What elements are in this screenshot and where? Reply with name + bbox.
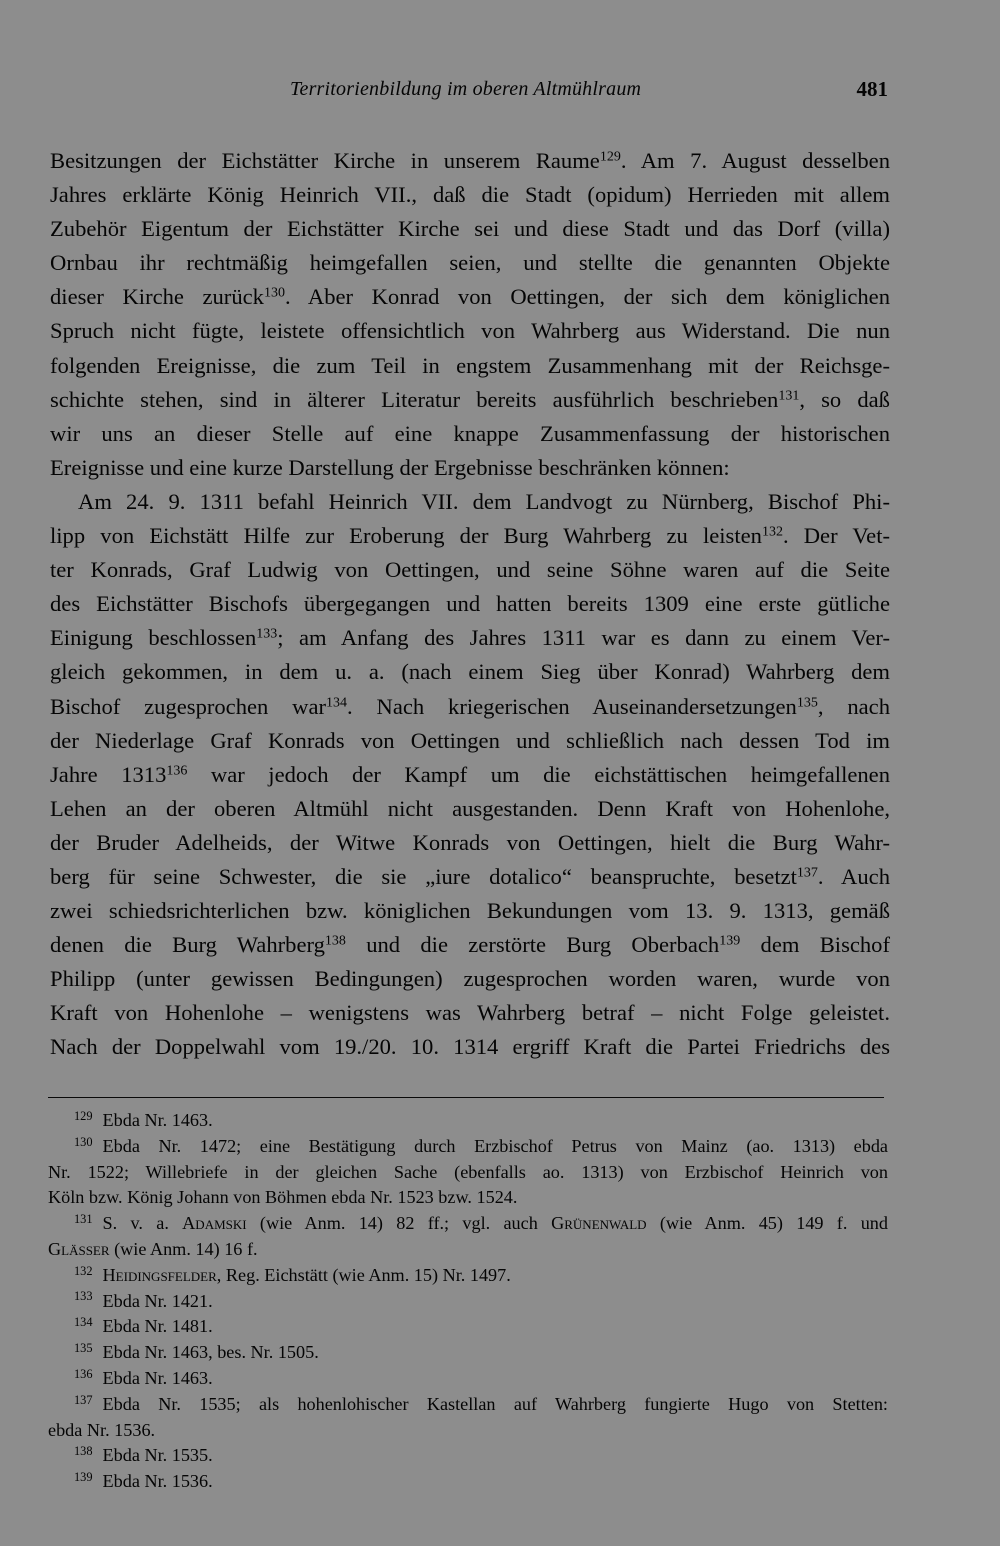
footnote-number: 137 — [74, 1392, 93, 1407]
footnote-line — [48, 1160, 888, 1186]
footnote-line — [48, 1108, 888, 1134]
text-line — [50, 246, 890, 280]
footnote-text: Nr. 1522; Willebriefe in der gleichen Sache (ebenfalls ao. 1313) von Erzbischof Heinrich von — [48, 1161, 888, 1182]
footnote-ref: 130 — [263, 285, 285, 301]
footnote-line — [48, 1314, 888, 1340]
line-text-cont: , so daß — [799, 386, 890, 412]
footnote-ref: 135 — [796, 694, 818, 710]
footnote-rule — [48, 1097, 884, 1098]
footnote-number: 134 — [74, 1315, 93, 1330]
line-text: Nach der Doppelwahl vom 19./20. 10. 1314 ergriff Kraft die Partei Friedrichs des — [50, 1034, 890, 1060]
line-text: Am 24. 9. 1311 befahl Heinrich VII. dem Landvogt zu Nürnberg, Bischof Phi- — [78, 488, 890, 514]
line-text-cont: . Auch — [817, 863, 890, 889]
footnote-line — [48, 1263, 888, 1289]
line-text-cont: und die zerstörte Burg Oberbach — [345, 932, 720, 958]
line-text-cont: . Der Vet- — [782, 523, 891, 549]
line-text: lipp von Eichstätt Hilfe zur Eroberung der Burg Wahrberg zu leisten — [50, 523, 762, 549]
footnote-ref: 134 — [326, 694, 348, 710]
line-text: der Niederlage Graf Konrads von Oettingen und schließlich nach dessen Tod im — [50, 727, 890, 753]
text-line — [50, 655, 890, 689]
text-line — [50, 1030, 890, 1064]
footnote-text: Ebda Nr. 1535; als hohenlohischer Kastellan auf Wahrberg fungierte Hugo von Stetten: — [102, 1393, 888, 1414]
footnote-line — [48, 1237, 888, 1263]
footnote-ref: 133 — [256, 626, 278, 642]
page-number: 481 — [856, 77, 888, 101]
text-line — [50, 212, 890, 246]
footnote-ref: 138 — [324, 933, 346, 949]
footnote-number: 129 — [74, 1108, 93, 1123]
footnote-line — [48, 1289, 888, 1315]
footnote-ref: 132 — [761, 524, 783, 540]
line-text: schichte stehen, sind in älterer Literatur bereits ausführlich beschrieben — [50, 386, 779, 412]
footnote-text: ebda Nr. 1536. — [48, 1419, 156, 1440]
footnote-line — [48, 1185, 888, 1211]
line-text: Besitzungen der Eichstätter Kirche in unserem Raume — [50, 148, 600, 173]
author-name: Grünenwald — [551, 1213, 647, 1234]
line-text: Einigung beschlossen — [50, 625, 257, 651]
line-text-cont: , nach — [817, 693, 890, 719]
line-text: Kraft von Hohenlohe – wenigstens was Wahrberg betraf – nicht Folge geleistet. — [50, 1000, 890, 1026]
footnote-number: 136 — [74, 1366, 93, 1381]
text-line — [50, 485, 890, 519]
text-line — [50, 280, 890, 314]
footnote-ref: 139 — [719, 933, 741, 949]
author-name: Glässer — [48, 1238, 110, 1259]
line-text-cont: . Aber Konrad von Oettingen, der sich dem königlichen — [284, 284, 891, 310]
text-line — [50, 349, 890, 383]
footnote-text: Ebda Nr. 1536. — [102, 1471, 213, 1492]
line-text-cont: dem Bischof — [740, 932, 891, 958]
text-line — [50, 962, 890, 996]
text-line — [50, 996, 890, 1030]
footnote-number: 131 — [74, 1212, 93, 1226]
line-text: Jahres erklärte König Heinrich VII., daß die Stadt (opidum) Herrieden mit allem — [50, 182, 890, 208]
footnote-line — [48, 1418, 888, 1444]
footnote-text: Ebda Nr. 1481. — [102, 1316, 213, 1337]
footnote-ref: 129 — [599, 149, 621, 165]
text-line — [50, 417, 890, 451]
text-line — [50, 314, 890, 348]
footnote-number: 135 — [74, 1340, 93, 1355]
line-text: gleich gekommen, in dem u. a. (nach einem Sieg über Konrad) Wahrberg dem — [50, 659, 890, 685]
footnote-line — [48, 1134, 888, 1160]
line-text: der Bruder Adelheids, der Witwe Konrads von Oettingen, hielt die Burg Wahr- — [50, 829, 890, 855]
line-text: folgenden Ereignisse, die zum Teil in engstem Zusammenhang mit der Reichsge- — [50, 352, 890, 378]
footnote-text: (wie Anm. 14) 82 ff.; vgl. auch — [246, 1213, 552, 1234]
text-line — [50, 451, 890, 485]
line-text: Zubehör Eigentum der Eichstätter Kirche sei und diese Stadt und das Dorf (villa) — [50, 216, 890, 242]
text-line — [50, 587, 890, 621]
line-text: zwei schiedsrichterlichen bzw. königlichen Bekundungen vom 13. 9. 1313, gemäß — [50, 898, 890, 924]
footnote-line — [48, 1211, 888, 1237]
footnote-number: 139 — [74, 1469, 93, 1484]
line-text: Ornbau ihr rechtmäßig heimgefallen seien, und stellte die genannten Objekte — [50, 250, 890, 276]
footnote-text: Ebda Nr. 1421. — [102, 1290, 213, 1311]
footnote-number: 133 — [74, 1289, 93, 1304]
footnotes — [48, 1108, 888, 1495]
footnote-line — [48, 1340, 888, 1366]
footnote-text: Köln bzw. König Johann von Böhmen ebda Nr. 1523 bzw. 1524. — [48, 1187, 518, 1208]
line-text: Ereignisse und eine kurze Darstellung der Ergebnisse beschränken können: — [50, 454, 730, 480]
line-text: ter Konrads, Graf Ludwig von Oettingen, und seine Söhne waren auf die Seite — [50, 557, 890, 583]
line-text-cont: . Am 7. August desselben — [620, 148, 890, 173]
footnote-line — [48, 1443, 888, 1469]
author-name: Adamski — [182, 1213, 247, 1234]
text-line — [50, 519, 890, 553]
running-header — [48, 76, 888, 116]
text-line — [50, 144, 890, 178]
footnote-ref: 131 — [778, 387, 800, 403]
footnote-number: 132 — [74, 1263, 93, 1278]
line-text: dieser Kirche zurück — [50, 284, 264, 310]
text-line — [50, 928, 890, 962]
main-text — [50, 144, 890, 1065]
footnote-ref: 137 — [796, 865, 818, 881]
line-text: Lehen an der oberen Altmühl nicht ausgestanden. Denn Kraft von Hohenlohe, — [50, 795, 890, 821]
text-line — [50, 792, 890, 826]
footnote-text: Ebda Nr. 1472; eine Bestätigung durch Erzbischof Petrus von Mainz (ao. 1313) ebda — [102, 1135, 888, 1156]
line-text: wir uns an dieser Stelle auf eine knappe Zusammenfassung der historischen — [50, 420, 890, 446]
footnote-line — [48, 1469, 888, 1495]
text-line — [50, 860, 890, 894]
line-text-cont: war jedoch der Kampf um die eichstättischen heimgefallenen — [187, 761, 890, 787]
footnote-ref: 136 — [166, 762, 188, 778]
line-text: Jahre 1313 — [50, 761, 167, 787]
footnote-number: 130 — [74, 1134, 93, 1149]
footnote-number: 138 — [74, 1444, 93, 1459]
line-text: Spruch nicht fügte, leistete offensichtlich von Wahrberg aus Widerstand. Die nun — [50, 318, 890, 344]
running-title: Territorienbildung im oberen Altmühlraum — [290, 78, 642, 100]
text-line — [50, 383, 890, 417]
text-line — [50, 553, 890, 587]
line-text: berg für seine Schwester, die sie „iure dotalico“ beanspruchte, besetzt — [50, 863, 797, 889]
footnote-text: (wie Anm. 45) 149 f. und — [646, 1213, 888, 1234]
text-line — [50, 621, 890, 655]
text-line — [50, 758, 890, 792]
line-text: Philipp (unter gewissen Bedingungen) zugesprochen worden waren, wurde von — [50, 966, 890, 992]
footnote-text: Ebda Nr. 1463, bes. Nr. 1505. — [102, 1342, 319, 1363]
footnote-text: Ebda Nr. 1535. — [102, 1445, 213, 1466]
footnote-text: Ebda Nr. 1463. — [102, 1367, 213, 1388]
footnote-text: Ebda Nr. 1463. — [102, 1110, 213, 1130]
text-line — [50, 724, 890, 758]
text-line — [50, 690, 890, 724]
footnote-text: S. v. a. — [102, 1213, 183, 1234]
line-text: Bischof zugesprochen war — [50, 693, 327, 719]
footnote-text: (wie Anm. 14) 16 f. — [109, 1238, 258, 1259]
footnote-line — [48, 1366, 888, 1392]
footnote-line — [48, 1392, 888, 1418]
footnote-text: , Reg. Eichstätt (wie Anm. 15) Nr. 1497. — [216, 1264, 511, 1285]
author-name: Heidingsfelder — [102, 1264, 217, 1285]
line-text-cont: . Nach kriegerischen Auseinandersetzungen — [347, 693, 797, 719]
line-text-cont: ; am Anfang des Jahres 1311 war es dann zu einem Ver- — [277, 625, 890, 651]
text-line — [50, 894, 890, 928]
text-line — [50, 826, 890, 860]
text-line — [50, 178, 890, 212]
line-text: denen die Burg Wahrberg — [50, 932, 325, 958]
line-text: des Eichstätter Bischofs übergegangen und hatten bereits 1309 eine erste gütliche — [50, 591, 890, 617]
